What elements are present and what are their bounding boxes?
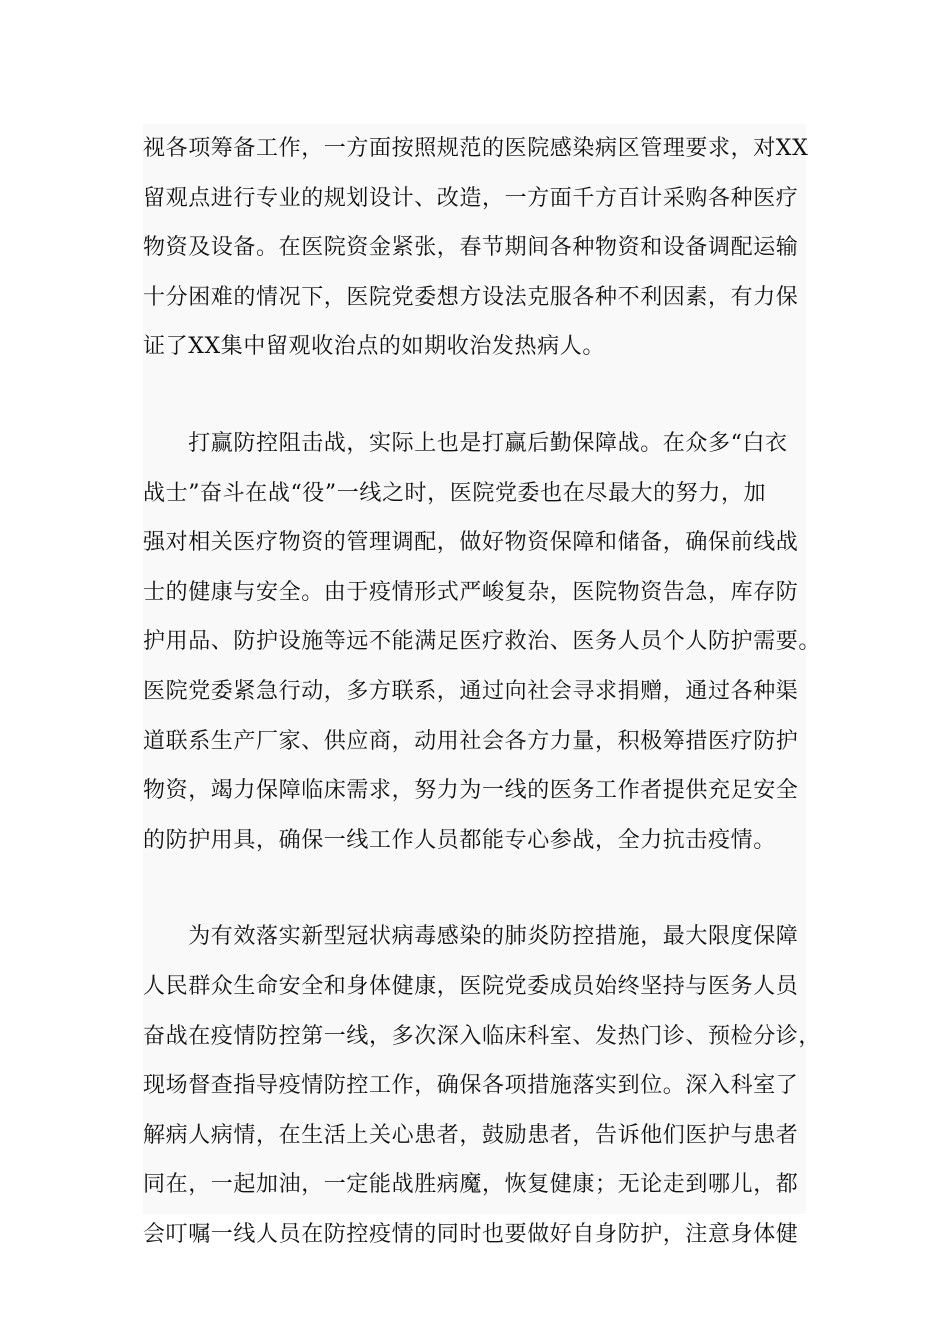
text-line: 战士”奋斗在战“役”一线之时，医院党委也在尽最大的努力，加 xyxy=(143,480,767,506)
text-line: 物资，竭力保障临床需求，努力为一线的医务工作者提供充足安全 xyxy=(143,778,799,804)
text-line: 为有效落实新型冠状病毒感染的肺炎防控措施，最大限度保障 xyxy=(143,924,799,950)
paragraph-gap xyxy=(143,865,806,912)
text-line: 医院党委紧急行动，多方联系，通过向社会寻求捐赠，通过各种渠 xyxy=(143,678,799,704)
text-line: 的防护用具，确保一线工作人员都能专心参战，全力抗击疫情。 xyxy=(143,827,776,853)
text-line: 现场督查指导疫情防控工作，确保各项措施落实到位。深入科室了 xyxy=(143,1073,799,1099)
text-line: 护用品、防护设施等远不能满足医疗救治、医务人员个人防护需要。 xyxy=(143,629,822,655)
paragraph-3 xyxy=(143,912,822,1259)
paragraph-1 xyxy=(143,124,809,372)
text-line: 物资及设备。在医院资金紧张，春节期间各种物资和设备调配运输 xyxy=(143,235,799,261)
text-line: 人民群众生命安全和身体健康，医院党委成员始终坚持与医务人员 xyxy=(143,973,799,999)
text-line: 证了XX集中留观收治点的如期收治发热病人。 xyxy=(143,334,605,360)
text-line: 道联系生产厂家、供应商，动用社会各方力量，积极筹措医疗防护 xyxy=(143,728,799,754)
text-line: 十分困难的情况下，医院党委想方设法克服各种不利因素，有力保 xyxy=(143,284,799,310)
paragraph-gap xyxy=(143,372,806,419)
text-line: 强对相关医疗物资的管理调配，做好物资保障和储备，确保前线战 xyxy=(143,530,799,556)
text-line: 同在，一起加油，一定能战胜病魔，恢复健康；无论走到哪儿，都 xyxy=(143,1172,799,1198)
document-body xyxy=(143,124,822,1247)
text-line: 士的健康与安全。由于疫情形式严峻复杂，医院物资告急，库存防 xyxy=(143,579,799,605)
text-line: 留观点进行专业的规划设计、改造，一方面千方百计采购各种医疗 xyxy=(143,185,799,211)
text-line: 视各项筹备工作，一方面按照规范的医院感染病区管理要求，对XX xyxy=(143,136,809,161)
text-line: 解病人病情，在生活上关心患者，鼓励患者，告诉他们医护与患者 xyxy=(143,1122,799,1148)
text-line: 打赢防控阻击战，实际上也是打赢后勤保障战。在众多“白衣 xyxy=(143,430,788,456)
text-line: 会叮嘱一线人员在防控疫情的同时也要做好自身防护，注意身体健 xyxy=(143,1221,799,1247)
paragraph-2 xyxy=(143,419,822,865)
text-line: 奋战在疫情防控第一线，多次深入临床科室、发热门诊、预检分诊， xyxy=(143,1023,822,1049)
